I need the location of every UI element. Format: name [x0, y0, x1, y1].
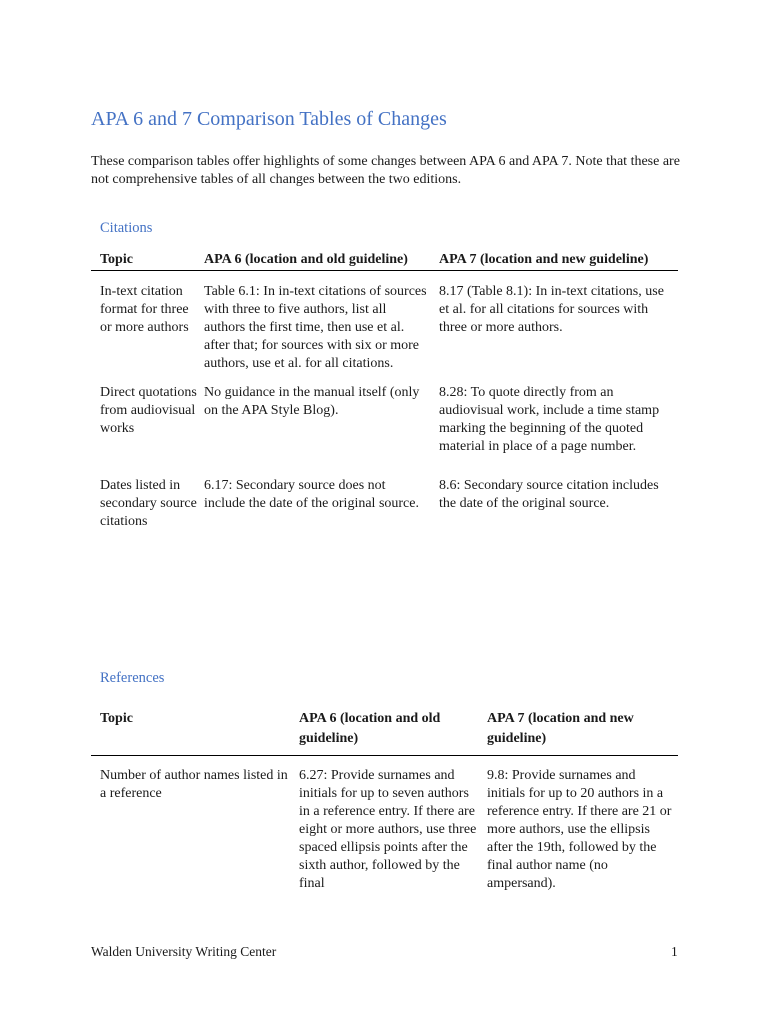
page-number: 1 — [671, 944, 678, 959]
column-header-topic: Topic — [91, 709, 298, 756]
apa7-cell: 8.6: Secondary source citation includes the date of the original source. — [439, 478, 659, 511]
footer-publisher: Walden University Writing Center — [91, 944, 277, 959]
topic-cell: Dates listed in secondary source citations — [100, 478, 197, 529]
table-row — [91, 271, 678, 374]
references-heading: References — [100, 670, 165, 686]
column-header-apa6: APA 6 (location and old guideline) — [203, 251, 437, 271]
apa6-cell: No guidance in the manual itself (only on the APA Style Blog). — [204, 385, 420, 418]
column-header-topic: Topic — [91, 251, 203, 271]
table-header-row — [91, 709, 678, 756]
apa7-cell: 9.8: Provide surnames and initials for up to 20 authors in a reference entry. If there are 21 or more authors, use the ellipsis after the 19th, followed by the final author name (no ampersand). — [487, 768, 672, 891]
topic-cell: In-text citation format for three or more authors — [100, 284, 189, 335]
table-row — [91, 373, 678, 456]
column-header-apa7: APA 7 (location and new guideline) — [486, 709, 678, 756]
apa6-cell: 6.27: Provide surnames and initials for up to seven authors in a reference entry. If there are eight or more authors, use three spaced ellipsis points after the sixth author, followed by the final — [299, 768, 477, 891]
apa6-cell: 6.17: Secondary source does not include the date of the original source. — [204, 478, 419, 511]
column-header-apa7: APA 7 (location and new guideline) — [437, 251, 678, 271]
citations-table — [91, 251, 678, 531]
table-row — [91, 456, 678, 531]
document-title: APA 6 and 7 Comparison Tables of Changes — [91, 108, 447, 130]
table-header-row — [91, 251, 678, 271]
apa7-cell: 8.17 (Table 8.1): In in-text citations, use et al. for all citations for sources with three or more authors. — [439, 284, 664, 335]
topic-cell: Direct quotations from audiovisual works — [100, 385, 197, 436]
references-table — [91, 709, 678, 893]
table-row — [91, 756, 678, 894]
apa6-cell: Table 6.1: In in-text citations of sources with three to five authors, list all authors the first time, then use et al. after that; for sources with six or more authors, use et al. for all citations. — [204, 284, 427, 371]
column-header-apa6: APA 6 (location and old guideline) — [298, 709, 486, 756]
topic-cell: Number of author names listed in a reference — [100, 768, 288, 801]
citations-heading: Citations — [100, 220, 153, 236]
apa7-cell: 8.28: To quote directly from an audiovisual work, include a time stamp marking the beginning of the quoted material in place of a page number. — [439, 385, 660, 454]
intro-paragraph: These comparison tables offer highlights of some changes between APA 6 and APA 7. Note that these are not comprehensive tables of all changes between the two editions. — [91, 154, 680, 187]
